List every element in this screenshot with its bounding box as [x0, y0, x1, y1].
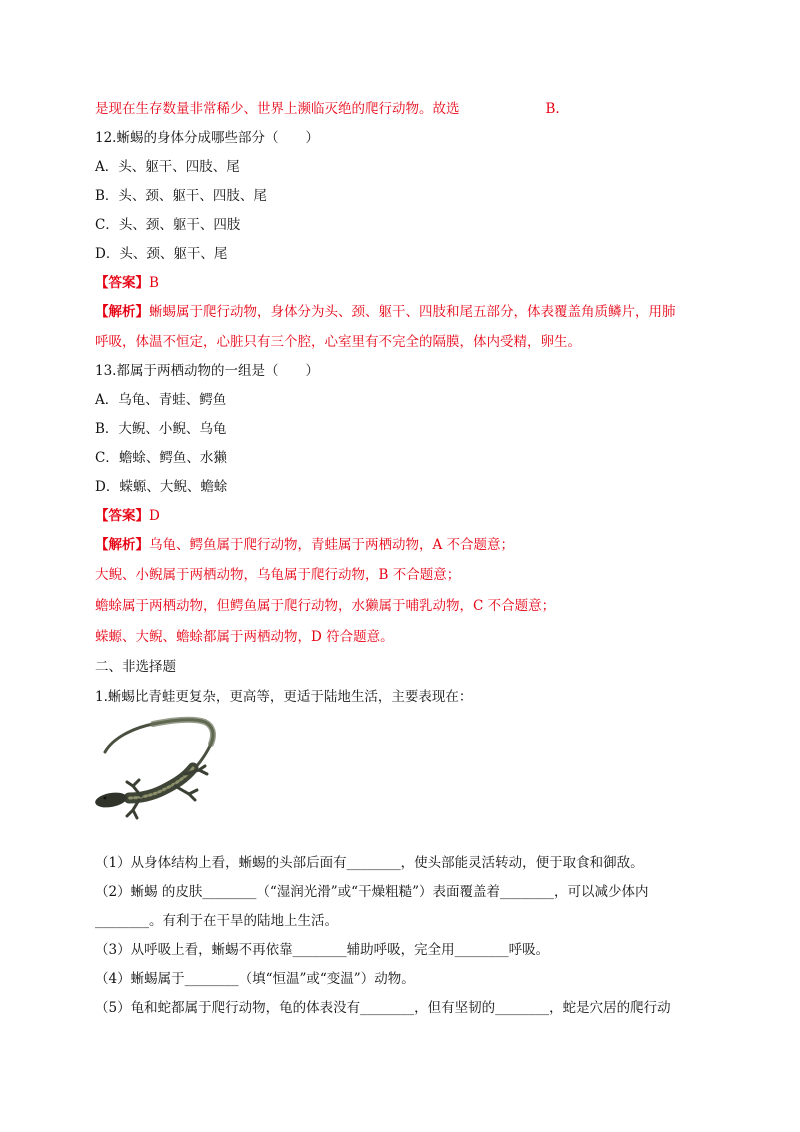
q13-option-d: D．蝾螈、大鲵、蟾蜍 [95, 479, 228, 495]
analysis-text: 乌龟、鳄鱼属于爬行动物，青蛙属于两栖动物，A 不合题意； [149, 537, 515, 553]
sub-question-5: （5）龟和蛇都属于爬行动物，龟的体表没有________，但有坚韧的________，蛇是穴居的爬行动 [95, 1000, 671, 1016]
intro-text: 是现在生存数量非常稀少、世界上濒临灭绝的爬行动物。故选 [95, 101, 460, 117]
q13-stem: 13.都属于两栖动物的一组是（ ） [95, 363, 319, 379]
sub-question-4: （4）蜥蜴属于________（填“恒温”或“变温”）动物。 [95, 971, 415, 987]
q13-option-b: B．大鲵、小鲵、乌龟 [95, 421, 227, 437]
q13-option-a: A．乌龟、青蛙、鳄鱼 [95, 392, 227, 408]
q13-analysis-line-4: 蝾螈、大鲵、蟾蜍都属于两栖动物，D 符合题意。 [95, 629, 394, 645]
answer-value: D [149, 508, 160, 524]
answer-tag: 【答案】 [95, 508, 149, 524]
q13-analysis-line-3: 蟾蜍属于两栖动物，但鳄鱼属于爬行动物，水獭属于哺乳动物，C 不合题意； [95, 598, 556, 614]
sub-question-3: （3）从呼吸上看，蜥蜴不再依靠________辅助呼吸，完全用________呼吸。 [95, 942, 550, 958]
analysis-tag: 【解析】 [95, 537, 149, 553]
answer-value: B [149, 275, 159, 291]
sub-question-2-cont: ________。有利于在干旱的陆地上生活。 [95, 913, 338, 929]
q12-analysis-line-2: 呼吸，体温不恒定，心脏只有三个腔，心室里有不完全的隔膜，体内受精，卵生。 [95, 334, 581, 350]
q12-option-d: D．头、颈、躯干、尾 [95, 246, 228, 262]
sub-question-2: （2）蜥蜴 的皮肤________（“湿润光滑”或“干燥粗糙”）表面覆盖着________，可以减少体内 [95, 884, 649, 900]
q12-analysis-line-1 [95, 303, 676, 321]
analysis-tag: 【解析】 [95, 304, 149, 320]
section-heading: 二、非选择题 [95, 659, 176, 675]
analysis-text: 蜥蜴属于爬行动物，身体分为头、颈、躯干、四肢和尾五部分，体表覆盖角质鳞片，用肺 [149, 304, 676, 320]
sub-question-1: （1）从身体结构上看，蜥蜴的头部后面有________，使头部能灵活转动，便于取食和御敌。 [95, 855, 644, 871]
q12-option-c: C．头、颈、躯干、四肢 [95, 217, 241, 233]
q12-option-b: B．头、颈、躯干、四肢、尾 [95, 188, 267, 204]
q13-answer [95, 507, 160, 525]
intro-line [95, 100, 560, 118]
lizard-image [93, 710, 223, 825]
q13-option-c: C．蟾蜍、鳄鱼、水獭 [95, 450, 227, 466]
q13-analysis-line-2: 大鲵、小鲵属于两栖动物，乌龟属于爬行动物，B 不合题意； [95, 567, 461, 583]
answer-tag: 【答案】 [95, 275, 149, 291]
q12-option-a: A．头、躯干、四肢、尾 [95, 159, 240, 175]
q12-answer [95, 274, 159, 292]
q1-stem: 1.蜥蜴比青蛙更复杂，更高等，更适于陆地生活，主要表现在： [95, 689, 473, 705]
q13-analysis-line-1 [95, 536, 514, 554]
intro-answer: B. [545, 101, 560, 117]
q12-stem: 12.蜥蜴的身体分成哪些部分（ ） [95, 130, 319, 146]
